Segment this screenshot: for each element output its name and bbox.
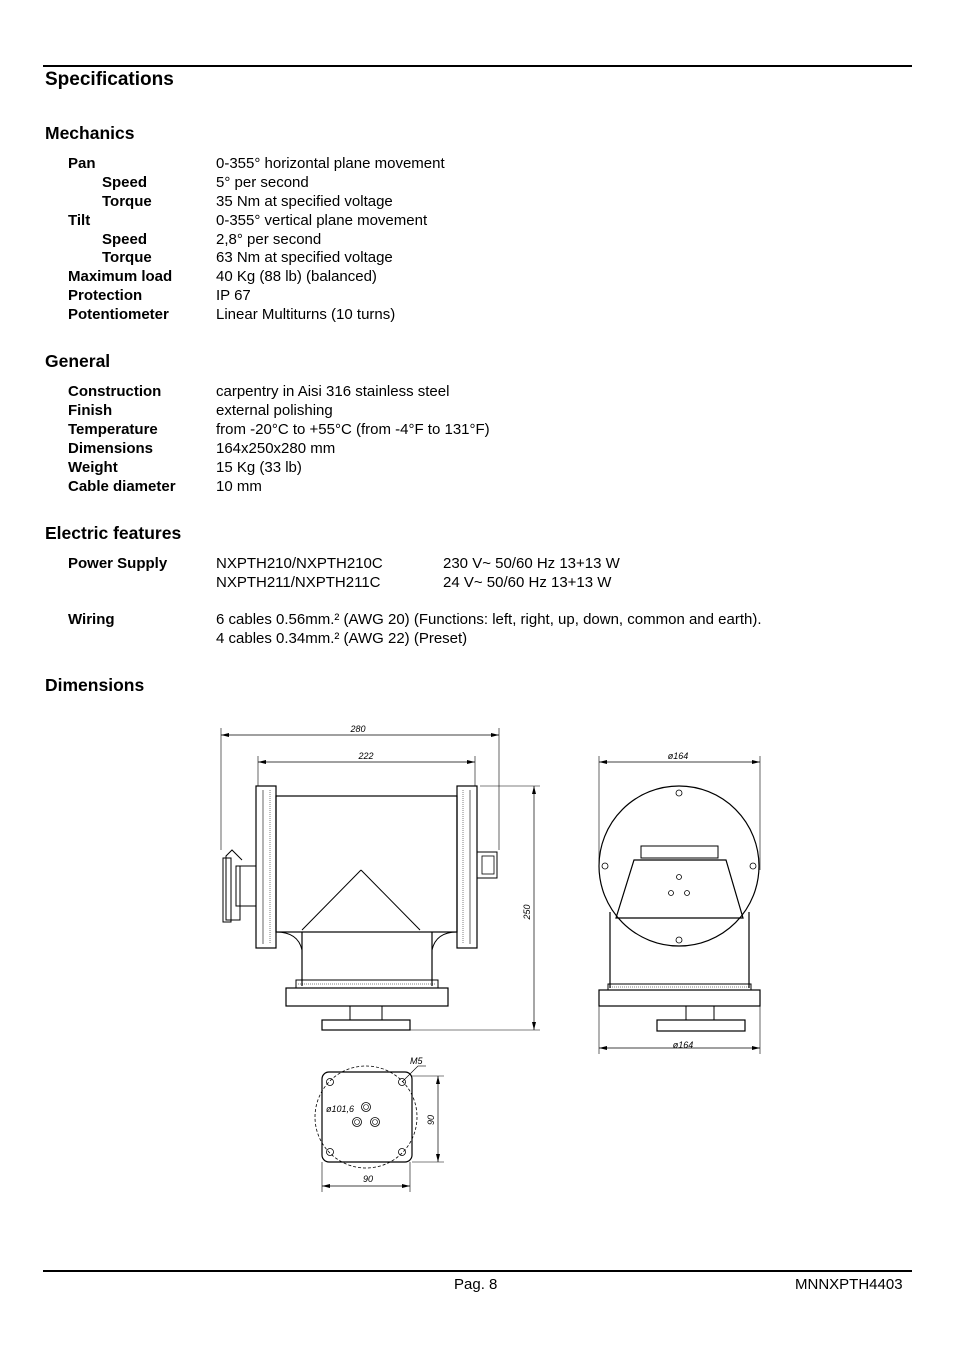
dim-label-d164-bottom: ø164: [672, 1040, 694, 1050]
dim-label-d101: ø101,6: [326, 1104, 355, 1114]
page-title: Specifications: [45, 69, 174, 90]
dim-label-280: 280: [350, 724, 366, 734]
section-heading-general: General: [45, 351, 111, 371]
side-view: [221, 724, 540, 1030]
base-view: [315, 1056, 444, 1192]
dim-label-d164-top: ø164: [667, 751, 689, 761]
dim-label-90-height: 90: [426, 1114, 436, 1126]
section-heading-electric: Electric features: [45, 523, 182, 543]
dim-label-250: 250: [522, 904, 532, 920]
dim-label-222: 222: [358, 751, 374, 761]
bottom-rule: [43, 1270, 912, 1272]
dim-label-m5: M5: [410, 1056, 423, 1066]
page-number: Pag. 8: [454, 1276, 498, 1293]
front-view: [599, 751, 760, 1054]
section-heading-mechanics: Mechanics: [45, 123, 135, 143]
section-heading-dimensions: Dimensions: [45, 675, 145, 695]
document-code: MNNXPTH4403: [795, 1276, 903, 1293]
dim-label-90-width: 90: [362, 1174, 374, 1184]
